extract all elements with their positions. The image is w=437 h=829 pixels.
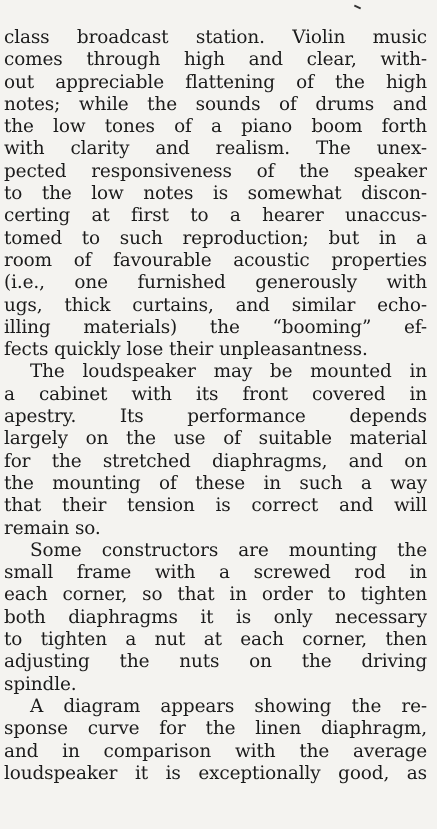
text-line: both diaphragms it is only necessary [4, 606, 427, 628]
text-line: a cabinet with its front covered in [4, 383, 427, 405]
paragraph-4 [4, 696, 427, 785]
text-line: A diagram appears showing the re- [30, 695, 427, 717]
text-line: pected responsiveness of the speaker [4, 160, 427, 182]
text-line: largely on the use of suitable material [4, 428, 427, 450]
text-line: adjusting the nuts on the driving [4, 651, 427, 673]
text-line: to the low notes is somewhat discon- [4, 183, 427, 205]
text-line: remain so. [4, 517, 101, 539]
text-line: Some constructors are mounting the [30, 539, 427, 561]
text-line: each corner, so that in order to tighten [4, 584, 427, 606]
paragraph-2 [4, 361, 427, 539]
text-line: fects quickly lose their unpleasantness. [4, 339, 368, 361]
text-line: spindle. [4, 673, 77, 695]
text-line: and in comparison with the average [4, 740, 427, 762]
text-line: tomed to such reproduction; but in a [4, 227, 427, 249]
text-line: for the stretched diaphragms, and on [4, 450, 427, 472]
text-line: the mounting of these in such a way [4, 472, 427, 494]
text-line: room of favourable acoustic properties [4, 249, 427, 271]
text-line: with clarity and realism. The unex- [4, 138, 427, 160]
text-line: the low tones of a piano boom forth [4, 116, 427, 138]
text-line: small frame with a screwed rod in [4, 562, 427, 584]
text-line: certing at first to a hearer unaccus- [4, 205, 427, 227]
text-line: to tighten a nut at each corner, then [4, 629, 427, 651]
print-mark [354, 5, 361, 10]
text-line: apestry. Its performance depends [4, 406, 427, 428]
text-line: notes; while the sounds of drums and [4, 93, 427, 115]
text-line: ugs, thick curtains, and similar echo- [4, 294, 427, 316]
paragraph-1 [4, 27, 427, 361]
text-line: loudspeaker it is exceptionally good, as [4, 762, 427, 784]
text-line: illing materials) the “booming” ef- [4, 316, 427, 338]
text-line: comes through high and clear, with- [4, 49, 427, 71]
text-line: The loudspeaker may be mounted in [30, 361, 427, 383]
article-column [0, 27, 437, 785]
text-line: out appreciable flattening of the high [4, 71, 427, 93]
paragraph-3 [4, 540, 427, 696]
text-line: class broadcast station. Violin music [4, 27, 427, 48]
text-line: sponse curve for the linen diaphragm, [4, 718, 427, 740]
text-line: (i.e., one furnished generously with [4, 272, 427, 294]
text-line: that their tension is correct and will [4, 495, 427, 517]
